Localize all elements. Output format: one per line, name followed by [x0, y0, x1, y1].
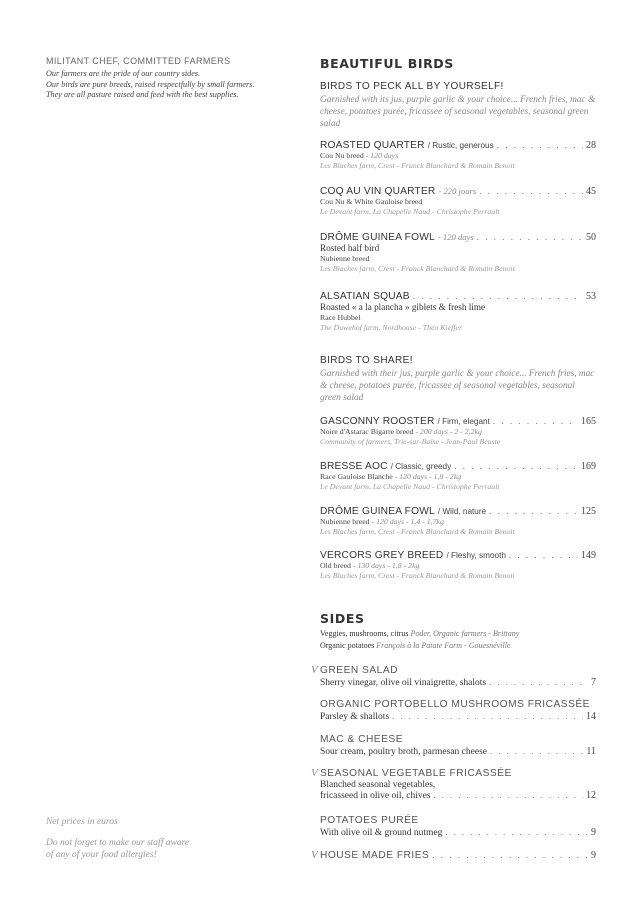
- item-breed-note: - 120 days - 1,4 - 1,7kg: [369, 517, 444, 526]
- item-detail: Rosted half bird: [320, 243, 380, 253]
- item-detail: Roasted « a la plancha » giblets & fresh lime: [320, 302, 486, 312]
- side-name: HOUSE MADE FRIES: [320, 850, 430, 861]
- sides-supplier: Veggies, mushrooms, citrus Poder, Organic farmers - Brittany: [320, 629, 520, 638]
- item-name: ALSATIAN SQUAB: [320, 291, 410, 302]
- side-description: Parsley & shallots: [320, 712, 390, 722]
- item-name: DRÔME GUINEA FOWL: [320, 506, 435, 517]
- vegetarian-mark: V: [311, 849, 318, 861]
- side-price: 9: [591, 827, 596, 838]
- side-name: MAC & CHEESE: [320, 734, 403, 745]
- leader-dots: [445, 827, 588, 837]
- side-price: 12: [586, 790, 596, 801]
- item-breed-note: - 120 days - 1,8 - 2kg: [392, 472, 462, 481]
- leader-dots: [493, 416, 578, 426]
- item-breed: Race Gauloise Blanche: [320, 472, 393, 481]
- intro-heading: MILITANT CHEF, COMMITTED FARMERS: [46, 56, 231, 66]
- item-name: BRESSE AOC: [320, 461, 388, 472]
- side-description: Sour cream, poultry broth, parmesan cheese: [320, 747, 487, 757]
- leader-dots: [497, 140, 583, 150]
- birds-title: BEAUTIFUL BIRDS: [320, 56, 454, 71]
- item-price: 28: [586, 140, 596, 151]
- leader-dots: [489, 677, 588, 687]
- item-name: COQ AU VIN QUARTER: [320, 186, 436, 197]
- item-breed: Noire d'Astarac Bigarre breed: [320, 427, 414, 436]
- item-name: DRÔME GUINEA FOWL: [320, 232, 435, 243]
- leader-dots: [477, 232, 583, 242]
- intro-block: [46, 56, 286, 101]
- menu-item: [320, 506, 596, 537]
- item-tag: / Wild, nature: [437, 507, 487, 516]
- item-farm: The Duwehof farm, Nordhouse - Théo Kieffer: [320, 323, 462, 332]
- leader-dots: [490, 746, 583, 756]
- side-item: [320, 698, 596, 722]
- side-price: 14: [586, 711, 596, 722]
- item-breed: Nubienne breed: [320, 517, 370, 526]
- leader-dots: [392, 711, 583, 721]
- side-item: [311, 849, 596, 862]
- side-item: [320, 733, 596, 757]
- item-name: VERCORS GREY BREED: [320, 550, 444, 561]
- item-farm: Le Devant farm, La Chapelle Naud - Christophe Perrault: [320, 207, 500, 216]
- item-price: 53: [586, 291, 596, 302]
- side-name: ORGANIC PORTOBELLO MUSHROOMS FRICASSÉE: [320, 699, 590, 710]
- item-tag: - 120 days: [437, 232, 474, 242]
- side-item: [320, 814, 596, 838]
- intro-line: Our farmers are the pride of our country sides.: [46, 69, 201, 78]
- item-tag: / Rustic, generous: [427, 141, 494, 150]
- item-name: ROASTED QUARTER: [320, 140, 425, 151]
- allergy-note: of any of your food allergies!: [46, 850, 157, 860]
- item-breed: Old breed: [320, 561, 351, 570]
- menu-item: [320, 550, 596, 581]
- item-tag: / Firm, elegant: [437, 417, 490, 426]
- leader-dots: [509, 550, 578, 560]
- birds-share-heading: BIRDS TO SHARE!: [320, 355, 413, 366]
- item-breed: Cou Nu & White Gauloise breed: [320, 197, 423, 206]
- item-price: 50: [586, 232, 596, 243]
- item-price: 149: [581, 550, 596, 561]
- leader-dots: [432, 850, 588, 860]
- side-item: [311, 767, 596, 801]
- intro-line: Our birds are pure breeds, raised respectfully by small farmers.: [46, 79, 255, 89]
- item-farm: Les Blaches farm, Crest - Franck Blanchard & Romain Benoit: [320, 571, 515, 580]
- side-description: fricasseed in olive oil, chives: [320, 791, 431, 801]
- allergy-note: Do not forget to make our staff aware: [46, 838, 190, 848]
- item-price: 169: [581, 461, 596, 472]
- item-tag: / Classic, greedy: [390, 462, 452, 471]
- item-breed: Cou Nu breed: [320, 151, 364, 160]
- leader-dots: [454, 461, 578, 471]
- item-breed-note: - 130 days - 1,8 - 2kg: [350, 561, 420, 570]
- net-prices-note: Net prices in euros: [46, 817, 118, 827]
- side-name: POTATOES PURÉE: [320, 815, 419, 826]
- item-farm: Les Blaches farm, Crest - Franck Blanchard & Romain Benoit: [320, 161, 515, 170]
- item-breed-note: - 200 days - 2 - 2,2kg: [413, 427, 482, 436]
- item-farm: Le Devant farm, La Chapelle Naud - Christophe Perrault: [320, 482, 500, 491]
- menu-item: [320, 140, 596, 171]
- intro-line: They are all pasture raised and feed with the best supplies.: [46, 90, 239, 99]
- item-breed: Race Hubbel: [320, 313, 361, 322]
- item-tag: - 220 jours: [438, 186, 477, 196]
- leader-dots: [489, 506, 578, 516]
- birds-yourself-description: Garnished with its jus, purple garlic & your choice... French fries, mac & cheese, potatoes purée, fricassee of seasonal vegetables, seasonal green salad: [320, 95, 596, 129]
- leader-dots: [434, 790, 583, 800]
- item-farm: Les Blaches farm, Crest - Franck Blanchard & Romain Benoit: [320, 264, 515, 273]
- menu-item: [320, 416, 596, 447]
- side-description: Sherry vinegar, olive oil vinaigrette, shalots: [320, 678, 487, 688]
- item-price: 45: [586, 186, 596, 197]
- footer-notes: [46, 816, 246, 861]
- side-price: 7: [591, 677, 596, 688]
- birds-share-description: Garnished with their jus, purple garlic & your choice... French fries, mac & cheese, potatoes purée, fricassee of seasonal vegetables, seasonal green salad: [320, 369, 595, 403]
- side-item: [311, 664, 596, 688]
- vegetarian-mark: V: [311, 767, 318, 779]
- sides-supplier: Organic potatoes François à la Patate Farm - Gouesnéville: [320, 641, 511, 650]
- menu-item: [320, 461, 596, 492]
- side-price: 9: [591, 850, 596, 861]
- side-name: SEASONAL VEGETABLE FRICASSÉE: [320, 768, 512, 779]
- vegetarian-mark: V: [311, 664, 318, 676]
- side-name: GREEN SALAD: [320, 665, 398, 676]
- side-description: Blanched seasonal vegetables,: [320, 780, 436, 790]
- item-farm: Community of farmers, Trie-sur-Baïse - Jean-Paul Beuste: [320, 437, 501, 446]
- side-price: 11: [586, 746, 596, 757]
- menu-item: [320, 291, 596, 333]
- side-description: With olive oil & ground nutmeg: [320, 828, 443, 838]
- item-name: GASCONNY ROOSTER: [320, 416, 435, 427]
- menu-item: [320, 232, 596, 274]
- item-breed-note: - 120 days: [363, 151, 399, 160]
- birds-yourself-heading: BIRDS TO PECK ALL BY YOURSELF!: [320, 81, 504, 92]
- menu-item: [320, 186, 596, 217]
- item-breed: Nubienne breed: [320, 254, 370, 263]
- leader-dots: [479, 186, 583, 196]
- item-price: 125: [581, 506, 596, 517]
- item-farm: Les Blaches farm, Crest - Franck Blanchard & Romain Benoit: [320, 527, 515, 536]
- leader-dots: [413, 291, 583, 301]
- sides-title: SIDES: [320, 611, 365, 626]
- item-price: 165: [581, 416, 596, 427]
- item-tag: / Fleshy, smooth: [446, 551, 506, 560]
